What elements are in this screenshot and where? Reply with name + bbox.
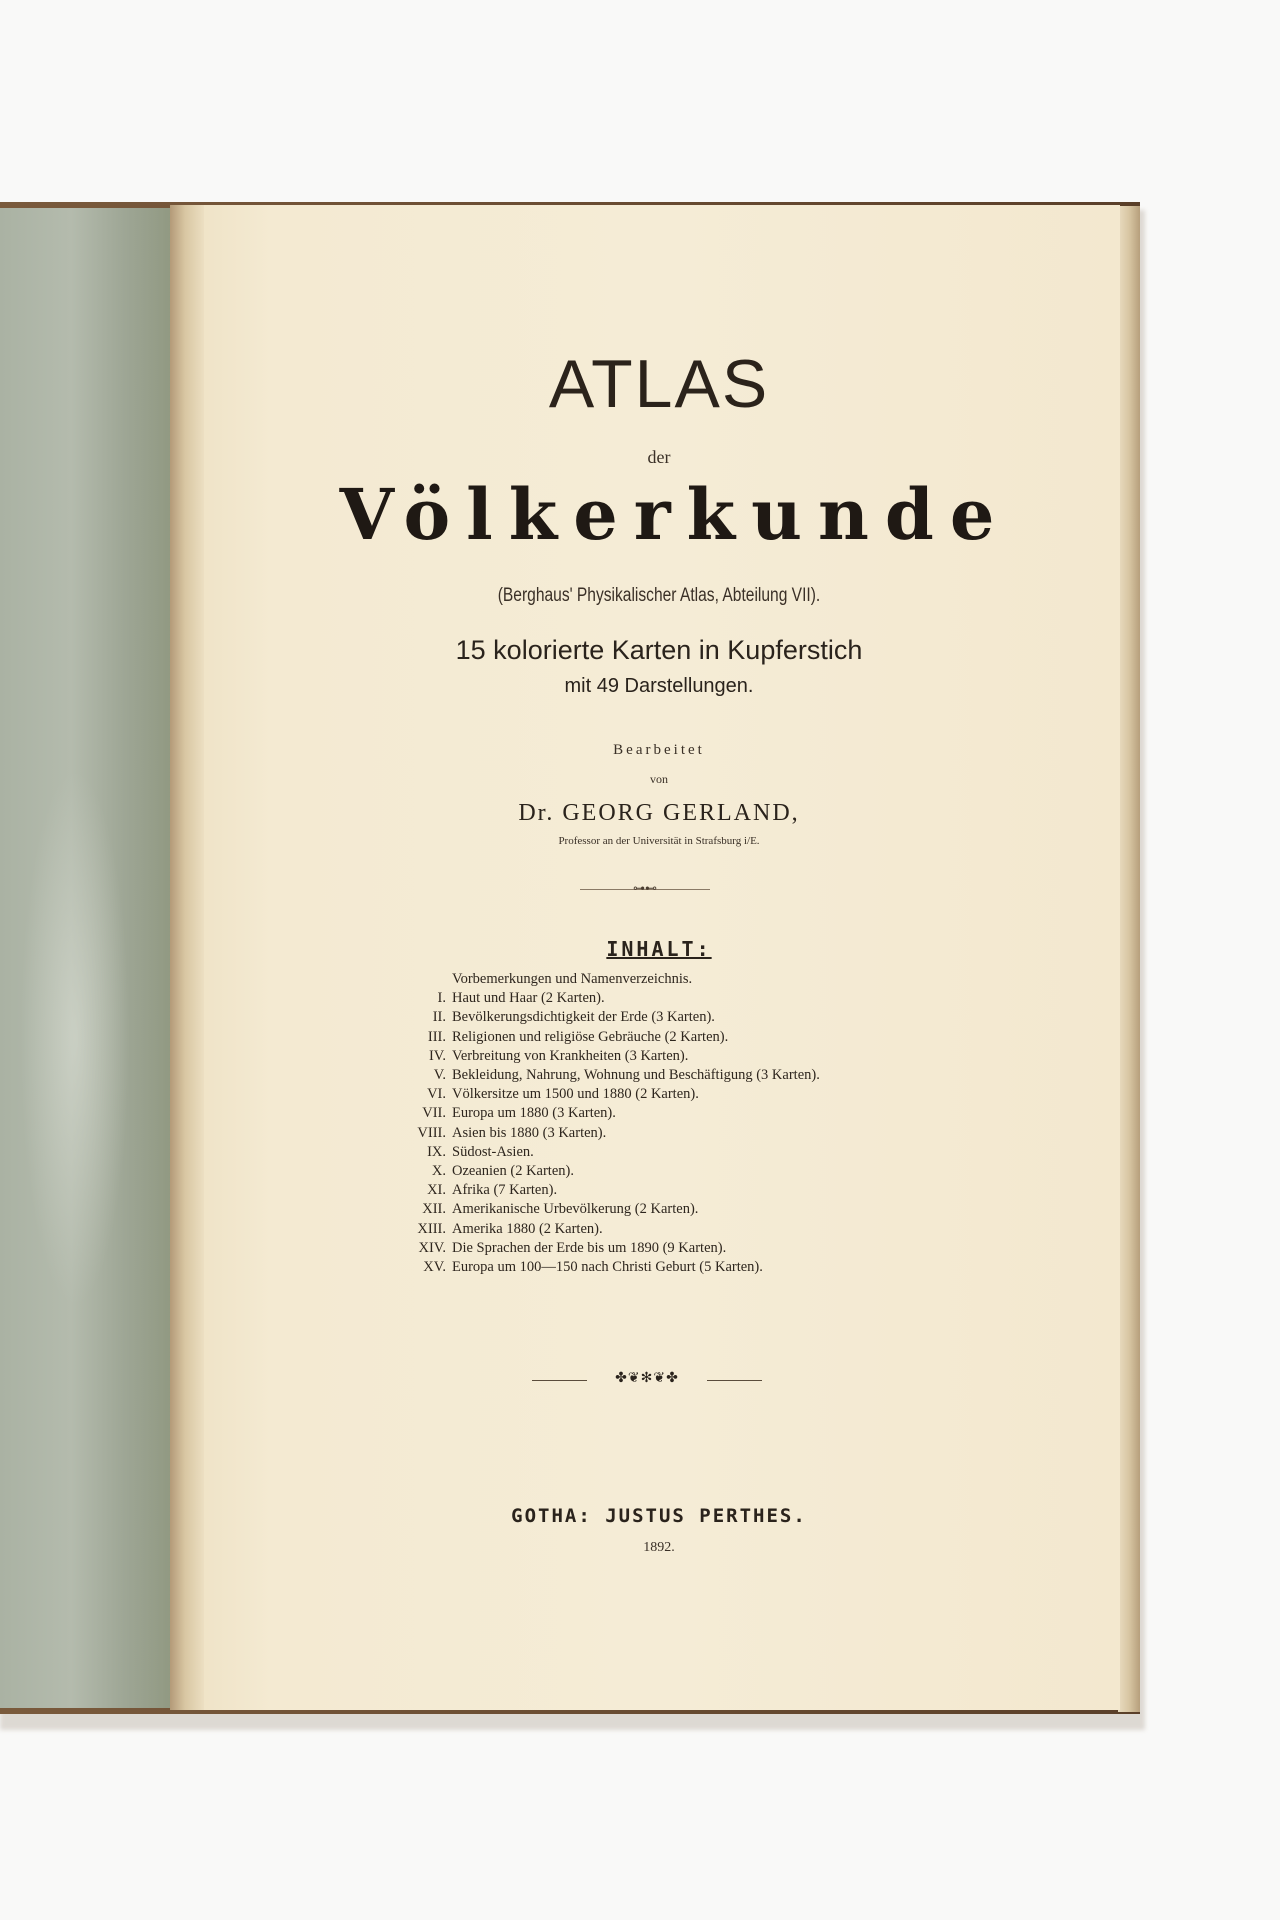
contents-item bbox=[398, 1085, 958, 1104]
subtitle-series: (Berghaus' Physikalischer Atlas, Abteilung VII). bbox=[497, 585, 821, 606]
contents-item bbox=[398, 1124, 958, 1143]
contents-item bbox=[398, 1066, 958, 1085]
by-label: von bbox=[650, 772, 668, 786]
subtitle-maps: 15 kolorierte Karten in Kupferstich bbox=[455, 635, 863, 665]
contents-item-text: Europa um 1880 (3 Karten). bbox=[452, 1105, 616, 1122]
contents-item-number: XIII. bbox=[417, 1220, 446, 1237]
contents-item bbox=[398, 1220, 958, 1239]
contents-item bbox=[398, 1258, 958, 1277]
contents-item-text: Religionen und religiöse Gebräuche (2 Karten). bbox=[452, 1028, 729, 1045]
contents-item bbox=[398, 989, 958, 1008]
contents-item-number: IX. bbox=[427, 1143, 446, 1160]
contents-item-text: Völkersitze um 1500 und 1880 (2 Karten). bbox=[452, 1086, 699, 1103]
contents-list bbox=[398, 970, 958, 1277]
contents-item-number: XII. bbox=[422, 1201, 446, 1218]
contents-item-number: III. bbox=[427, 1028, 446, 1045]
small-divider-ornament: ⊶⊷ bbox=[633, 881, 657, 895]
contents-item-number: IV. bbox=[428, 1047, 446, 1064]
contents-item bbox=[398, 1028, 958, 1047]
edited-label: Bearbeitet bbox=[613, 742, 705, 758]
ornamental-divider-ornament: ✤❦✻❦✤ bbox=[587, 1370, 707, 1387]
contents-item-text: Haut und Haar (2 Karten). bbox=[452, 990, 605, 1007]
contents-item bbox=[398, 1200, 958, 1219]
contents-item-number: II. bbox=[432, 1009, 446, 1026]
publication-year: 1892. bbox=[643, 1540, 675, 1555]
contents-item-text: Die Sprachen der Erde bis um 1890 (9 Karten). bbox=[452, 1239, 727, 1256]
contents-heading: INHALT: bbox=[606, 937, 712, 961]
contents-item bbox=[398, 1008, 958, 1027]
endpaper-left bbox=[0, 208, 178, 1708]
title-atlas: ATLAS bbox=[548, 346, 770, 422]
author-name: Dr. GEORG GERLAND, bbox=[518, 800, 800, 826]
contents-item-text: Amerika 1880 (2 Karten). bbox=[452, 1220, 603, 1237]
page-edge-right bbox=[1118, 206, 1140, 1712]
book-gutter bbox=[170, 205, 204, 1710]
contents-item bbox=[398, 1104, 958, 1123]
title-der: der bbox=[647, 447, 671, 467]
contents-item-number: X. bbox=[431, 1163, 446, 1180]
contents-item-number: XIV. bbox=[418, 1239, 446, 1256]
contents-item bbox=[398, 1181, 958, 1200]
contents-item-text: Ozeanien (2 Karten). bbox=[452, 1163, 574, 1180]
contents-item-text: Afrika (7 Karten). bbox=[452, 1182, 558, 1199]
contents-item bbox=[398, 1143, 958, 1162]
title-voelkerkunde: Völkerkunde bbox=[339, 473, 1011, 556]
contents-item-number: VIII. bbox=[417, 1124, 446, 1141]
contents-item-text: Asien bis 1880 (3 Karten). bbox=[452, 1124, 607, 1141]
contents-item-number: VI. bbox=[427, 1086, 446, 1103]
subtitle-illustrations: mit 49 Darstellungen. bbox=[564, 675, 754, 697]
contents-item-text: Südost-Asien. bbox=[452, 1143, 534, 1160]
contents-item bbox=[398, 1047, 958, 1066]
contents-item-text: Bevölkerungsdichtigkeit der Erde (3 Karten). bbox=[452, 1009, 715, 1026]
contents-item-text: Bekleidung, Nahrung, Wohnung und Beschäftigung (3 Karten). bbox=[452, 1067, 820, 1084]
contents-item bbox=[398, 1162, 958, 1181]
contents-item-number: XI. bbox=[427, 1182, 446, 1199]
endpaper-shine bbox=[20, 768, 130, 1308]
contents-item-number: VII. bbox=[422, 1105, 446, 1122]
author-position: Professor an der Universität in Strafsburg i/E. bbox=[558, 835, 760, 847]
contents-item-number: XV. bbox=[423, 1259, 446, 1276]
contents-item-text: Amerikanische Urbevölkerung (2 Karten). bbox=[452, 1201, 699, 1218]
contents-item-number: I. bbox=[437, 990, 446, 1007]
contents-item bbox=[398, 1239, 958, 1258]
contents-item-number: V. bbox=[433, 1067, 446, 1084]
publisher-imprint: GOTHA: JUSTUS PERTHES. bbox=[511, 1505, 807, 1527]
contents-item-text: Verbreitung von Krankheiten (3 Karten). bbox=[452, 1047, 689, 1064]
contents-intro: Vorbemerkungen und Namenverzeichnis. bbox=[452, 971, 693, 987]
title-page bbox=[198, 205, 1120, 1710]
contents-item-text: Europa um 100—150 nach Christi Geburt (5 Karten). bbox=[452, 1259, 763, 1276]
